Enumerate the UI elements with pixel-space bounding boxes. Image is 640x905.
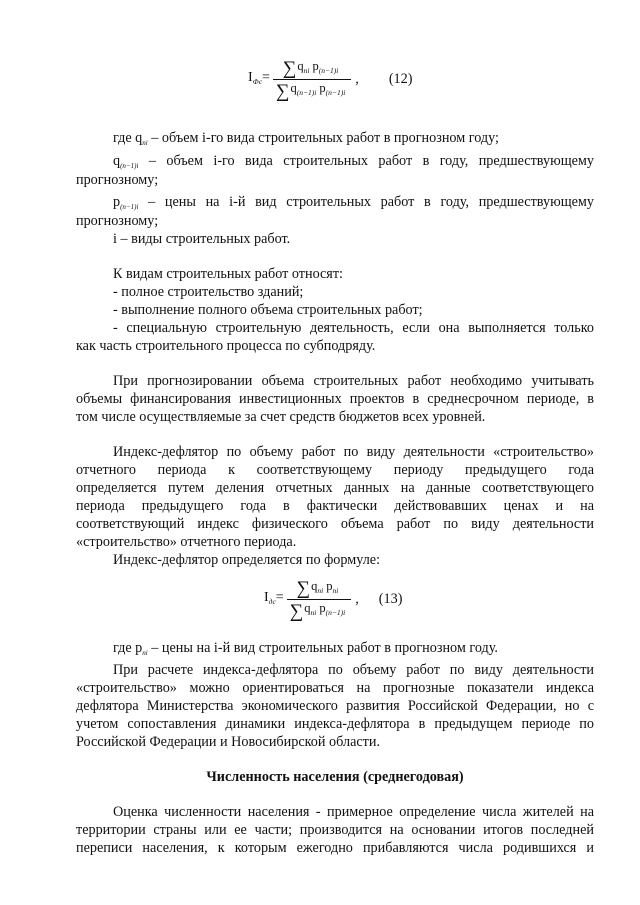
kinds-line-4: - специальную строительную деятельность, если она выполняется только bbox=[113, 320, 594, 336]
calc-line-1: При расчете индекса-дефлятора по объему работ по виду деятельности bbox=[113, 662, 594, 678]
population-line-2: территории страны или ее части; производится на основании итогов последней bbox=[76, 822, 594, 838]
calc-line-2: «строительство» можно ориентироваться на прогнозные показатели индекса bbox=[76, 680, 594, 696]
formula-13-denominator: ∑ $q_{ni}$ $p_{(n-1)i}$ bbox=[289, 600, 346, 622]
deflator-line-6: «строительство» отчетного периода. bbox=[76, 534, 297, 550]
formula-13-numerator: ∑ $q_{ni}$ $p_{ni}$ bbox=[296, 578, 339, 600]
deflator-line-1: Индекс-дефлятор по объему работ по виду деятельности «строительство» bbox=[113, 444, 594, 460]
def-12-line-2: $q_{(n-1)i}$ – объем i-го вида строительных работ в году, предшествующему bbox=[113, 153, 594, 170]
deflator-line-7: Индекс-дефлятор определяется по формуле: bbox=[113, 552, 381, 568]
formula-12-number: (12) bbox=[388, 71, 413, 88]
kinds-line-2: - полное строительство зданий; bbox=[113, 284, 304, 300]
population-line-1: Оценка численности населения - примерное определение числа жителей на bbox=[113, 804, 594, 820]
kinds-line-3: - выполнение полного объема строительных работ; bbox=[113, 302, 423, 318]
calc-line-5: Российской Федерации и Новосибирской области. bbox=[76, 734, 381, 750]
formula-12: $I_{Фс}=$ ∑ $q_{ni}$ $p_{(n-1)i}$ ∑ $q_{(n-1)i}$ $p_{(n-1)i}$ , (12) bbox=[248, 58, 413, 102]
def-12-line-4: $p_{(n-1)i}$ – цены на i-й вид строительных работ в году, предшествующему bbox=[113, 194, 594, 211]
forecast-line-1: При прогнозировании объема строительных работ необходимо учитывать bbox=[113, 373, 594, 389]
forecast-line-2: объемы финансирования инвестиционных проектов в среднесрочном периоде, в bbox=[76, 391, 594, 407]
section-heading: Численность населения (среднегодовая) bbox=[206, 769, 464, 785]
population-line-3: переписи населения, к которым ежегодно прибавляются числа родившихся и bbox=[76, 840, 594, 856]
deflator-line-5: соответствующий индекс физического объема работ по виду деятельности bbox=[76, 516, 594, 532]
formula-13-number: (13) bbox=[378, 591, 403, 608]
formula-13-lhs: $I_{дс}=$ bbox=[264, 590, 284, 607]
kinds-line-5: как часть строительного процесса по субподряду. bbox=[76, 338, 376, 354]
calc-line-4: учетом сопоставления динамики индекса-дефлятора в предыдущем периоде по bbox=[76, 716, 594, 732]
formula-13: $I_{дс}=$ ∑ $q_{ni}$ $p_{ni}$ ∑ $q_{ni}$ $p_{(n-1)i}$ , (13) bbox=[264, 578, 403, 622]
def-12-line-5: прогнозному; bbox=[76, 213, 159, 229]
forecast-line-3: том числе осуществляемые за счет средств бюджетов всех уровней. bbox=[76, 409, 486, 425]
def-12-line-3: прогнозному; bbox=[76, 172, 159, 188]
formula-12-fraction bbox=[273, 58, 351, 102]
def-12-line-1: где $q_{ni}$ – объем i-го вида строительных работ в прогнозном году; bbox=[113, 130, 499, 147]
deflator-line-4: периода предыдущего года в фактически действовавших ценах и на bbox=[76, 498, 594, 514]
formula-12-denominator: ∑ $q_{(n-1)i}$ $p_{(n-1)i}$ bbox=[275, 80, 346, 102]
def-12-line-6: i – виды строительных работ. bbox=[113, 231, 291, 247]
formula-12-lhs: $I_{Фс}=$ bbox=[248, 70, 270, 87]
formula-13-fraction bbox=[287, 578, 352, 622]
def-13-line-1: где $p_{ni}$ – цены на i-й вид строительных работ в прогнозном году. bbox=[113, 640, 498, 657]
deflator-line-2: отчетного периода к соответствующему периоду предыдущего года bbox=[76, 462, 594, 478]
calc-line-3: дефлятора Министерства экономического развития Российской Федерации, но с bbox=[76, 698, 594, 714]
deflator-line-3: определяется путем деления отчетных данных на данные соответствующего bbox=[76, 480, 594, 496]
formula-12-numerator: ∑ $q_{ni}$ $p_{(n-1)i}$ bbox=[282, 58, 339, 80]
kinds-line-1: К видам строительных работ относят: bbox=[113, 266, 343, 282]
